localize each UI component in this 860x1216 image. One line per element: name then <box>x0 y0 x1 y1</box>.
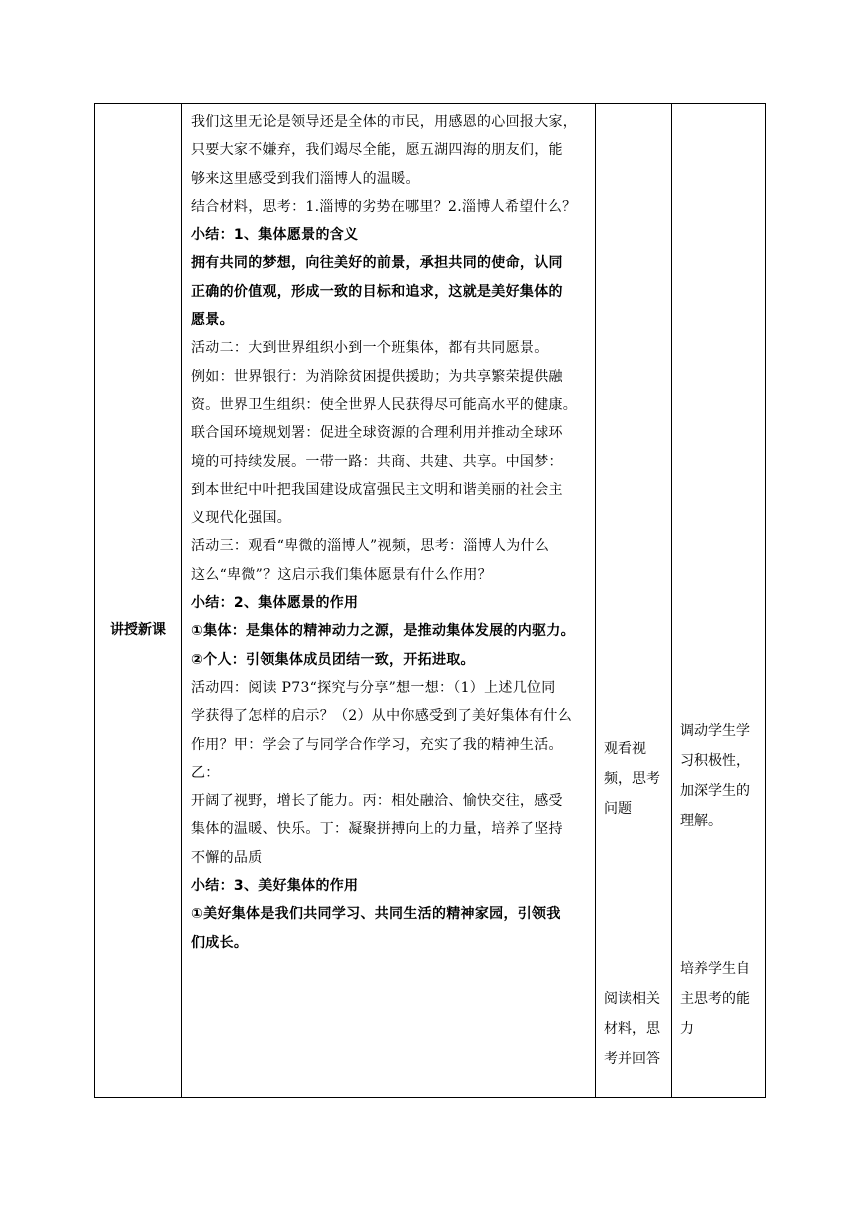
section-label: 讲授新课 <box>110 622 166 638</box>
content-line: ①集体：是集体的精神动力之源，是推动集体发展的内驱力。 <box>191 623 575 640</box>
content-line: 够来这里感受到我们淄博人的温暖。 <box>191 170 420 187</box>
design-intent-1 <box>680 716 762 836</box>
content-line: 愿景。 <box>191 312 234 329</box>
content-line: 结合材料，思考：1.淄博的劣势在哪里？2.淄博人希望什么？ <box>191 198 577 215</box>
content-line: 小结：2、集体愿景的作用 <box>191 595 359 612</box>
cell-line: 频，思考 <box>604 771 660 787</box>
content-line: 活动三：观看“卑微的淄博人”视频，思考：淄博人为什么 <box>191 538 550 555</box>
content-line: 不懈的品质 <box>191 849 263 866</box>
cell-line: 加深学生的 <box>680 783 750 799</box>
cell-line: 考并回答 <box>604 1051 660 1067</box>
lesson-table <box>94 103 766 1098</box>
student-activity-column <box>596 104 672 1097</box>
student-activity-2 <box>604 984 668 1074</box>
cell-line: 力 <box>680 1021 694 1037</box>
cell-line: 理解。 <box>680 813 722 829</box>
content-line: ②个人：引领集体成员团结一致，开拓进取。 <box>191 651 475 668</box>
cell-line: 习积极性， <box>680 753 750 769</box>
student-activity-1 <box>604 734 668 824</box>
content-line: 活动二：大到世界组织小到一个班集体，都有共同愿景。 <box>191 340 549 357</box>
teaching-content-column <box>182 104 596 1097</box>
content-line: 资。世界卫生组织：使全世界人民获得尽可能高水平的健康。 <box>191 396 578 413</box>
content-line: 开阔了视野，增长了能力。丙：相处融洽、愉快交往，感受 <box>191 793 563 810</box>
cell-line: 问题 <box>604 801 632 817</box>
design-intent-2 <box>680 954 762 1044</box>
section-column <box>95 104 182 1097</box>
content-line: 拥有共同的梦想，向往美好的前景，承担共同的使命，认同 <box>191 255 563 272</box>
content-line: ①美好集体是我们共同学习、共同生活的精神家园，引领我 <box>191 906 561 923</box>
content-line: 作用？甲：学会了与同学合作学习，充实了我的精神生活。乙： <box>191 736 563 781</box>
cell-line: 观看视 <box>604 741 646 757</box>
content-line: 活动四：阅读 P73“探究与分享”想一想：（1）上述几位同 <box>191 679 556 696</box>
content-line: 小结：3、美好集体的作用 <box>191 878 359 895</box>
cell-line: 主思考的能 <box>680 991 750 1007</box>
content-line: 义现代化强国。 <box>191 510 292 527</box>
cell-line: 材料，思 <box>604 1021 660 1037</box>
content-line: 小结：1、集体愿景的含义 <box>191 227 359 244</box>
content-line: 我们这里无论是领导还是全体的市民，用感恩的心回报大家， <box>191 114 578 130</box>
design-intent-column <box>672 104 767 1097</box>
content-line: 这么“卑微”？这启示我们集体愿景有什么作用？ <box>191 566 492 583</box>
cell-line: 阅读相关 <box>604 991 660 1007</box>
content-line: 例如：世界银行：为消除贫困提供援助；为共享繁荣提供融 <box>191 368 563 385</box>
cell-line: 调动学生学 <box>680 723 750 739</box>
content-line: 到本世纪中叶把我国建设成富强民主文明和谐美丽的社会主 <box>191 481 563 498</box>
content-line: 集体的温暖、快乐。丁：凝聚拼搏向上的力量，培养了坚持 <box>191 821 563 838</box>
content-line: 境的可持续发展。一带一路：共商、共建、共享。中国梦： <box>191 453 563 470</box>
cell-line: 培养学生自 <box>680 961 750 977</box>
content-line: 学获得了怎样的启示？（2）从中你感受到了美好集体有什么 <box>191 708 573 725</box>
content-line: 们成长。 <box>191 934 249 951</box>
content-line: 联合国环境规划署：促进全球资源的合理利用并推动全球环 <box>191 425 563 442</box>
content-line: 只要大家不嫌弃，我们竭尽全能，愿五湖四海的朋友们，能 <box>191 142 563 159</box>
teaching-content <box>191 108 591 957</box>
content-line: 正确的价值观，形成一致的目标和追求，这就是美好集体的 <box>191 283 563 300</box>
